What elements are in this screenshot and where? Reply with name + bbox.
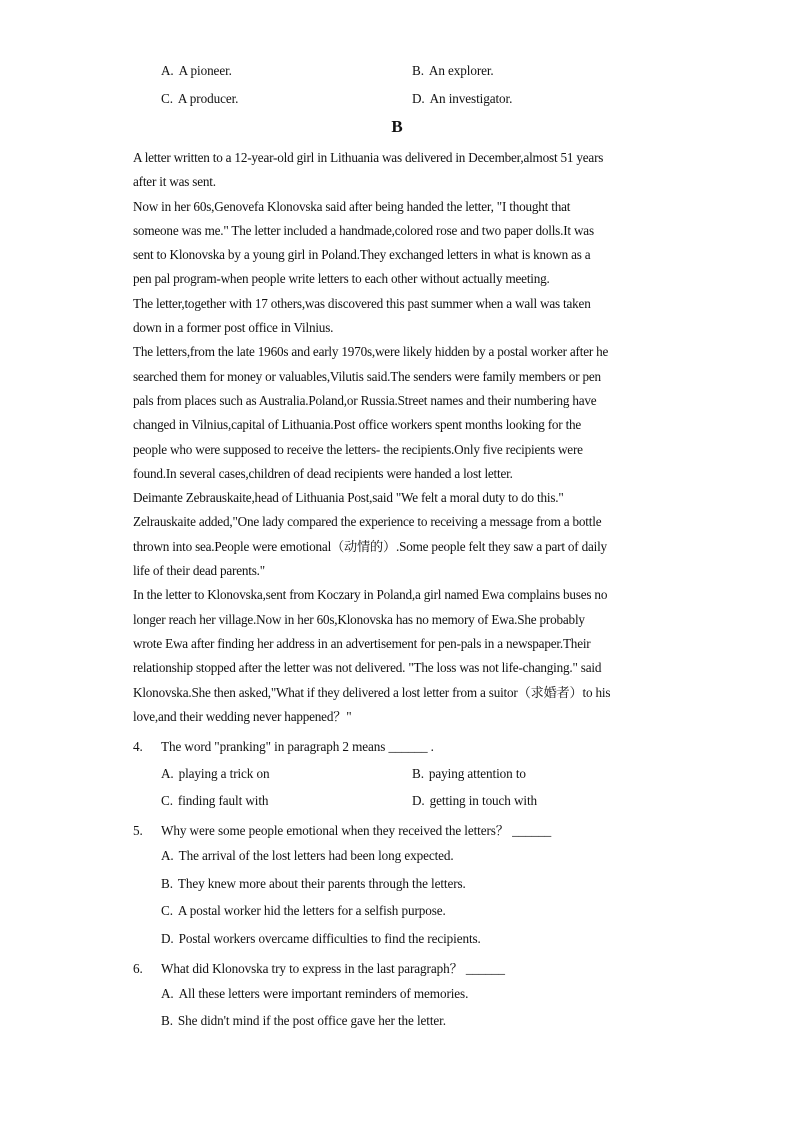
passage-line: thrown into sea.People were emotional（动情的）.Some people felt they saw a part of daily: [133, 538, 607, 554]
option-text: They knew more about their parents through the letters.: [177, 876, 466, 891]
option-text: A postal worker hid the letters for a selfish purpose.: [177, 903, 446, 918]
option-letter: C.: [161, 903, 173, 918]
q4-option-a: [161, 766, 269, 782]
reading-passage: [133, 146, 663, 729]
option-letter: C.: [161, 793, 173, 808]
q4-option-c: [161, 793, 268, 809]
option-text: A producer.: [177, 91, 239, 106]
option-text: getting in touch with: [429, 793, 538, 808]
q6-option-a: [161, 986, 468, 1002]
q6-option-b: [161, 1013, 446, 1029]
passage-line: people who were supposed to receive the letters- the recipients.Only five recipients were: [133, 441, 583, 457]
passage-line: A letter written to a 12-year-old girl in Lithuania was delivered in December,almost 51 years: [133, 150, 604, 165]
passage-line: down in a former post office in Vilnius.: [133, 320, 334, 336]
question-5: [133, 820, 551, 839]
q5-option-c: [161, 903, 446, 919]
question-number: 4.: [133, 739, 143, 754]
passage-line: The letters,from the late 1960s and early 1970s,were likely hidden by a postal worker after he: [133, 344, 609, 360]
q5-option-a: [161, 848, 454, 864]
question-text: Why were some people emotional when they received the letters？ ______: [161, 823, 552, 838]
passage-line: Zelrauskaite added,"One lady compared the experience to receiving a message from a bottle: [133, 514, 602, 530]
question-6: [133, 958, 505, 977]
passage-line: Klonovska.She then asked,"What if they delivered a lost letter from a suitor（求婚者）to his: [133, 684, 611, 700]
option-text: She didn't mind if the post office gave her the letter.: [177, 1013, 446, 1028]
passage-line: sent to Klonovska by a young girl in Poland.They exchanged letters in what is known as a: [133, 247, 591, 263]
prev-option-a: [161, 63, 232, 79]
question-number: 6.: [133, 961, 143, 976]
passage-line: searched them for money or valuables,Vilutis said.The senders were family members or pen: [133, 368, 601, 384]
option-letter: A.: [161, 766, 174, 781]
question-text: What did Klonovska try to express in the last paragraph？ ______: [161, 961, 505, 976]
option-letter: D.: [412, 793, 425, 808]
passage-line: Deimante Zebrauskaite,head of Lithuania Post,said "We felt a moral duty to do this.": [133, 490, 564, 506]
prev-option-c: [161, 91, 238, 107]
option-text: An explorer.: [428, 63, 494, 78]
option-text: paying attention to: [428, 766, 526, 781]
passage-line: after it was sent.: [133, 174, 216, 190]
option-text: Postal workers overcame difficulties to find the recipients.: [178, 931, 481, 946]
option-letter: A.: [161, 63, 174, 78]
option-letter: B.: [161, 1013, 173, 1028]
option-text: playing a trick on: [178, 766, 270, 781]
option-letter: A.: [161, 848, 174, 863]
option-letter: B.: [161, 876, 173, 891]
passage-line: pals from places such as Australia.Poland,or Russia.Street names and their numbering have: [133, 392, 597, 408]
option-text: A pioneer.: [178, 63, 232, 78]
option-letter: D.: [412, 91, 425, 106]
question-4: [133, 739, 434, 755]
option-letter: B.: [412, 766, 424, 781]
passage-line: In the letter to Klonovska,sent from Koczary in Poland,a girl named Ewa complains buses no: [133, 587, 608, 603]
option-letter: A.: [161, 986, 174, 1001]
passage-line: found.In several cases,children of dead recipients were handed a lost letter.: [133, 465, 513, 481]
passage-line: pen pal program-when people write letters to each other without actually meeting.: [133, 271, 550, 287]
passage-line: relationship stopped after the letter was not delivered. "The loss was not life-changing." said: [133, 660, 602, 676]
passage-line: changed in Vilnius,capital of Lithuania.Post office workers spent months looking for the: [133, 417, 582, 433]
passage-line: longer reach her village.Now in her 60s,Klonovska has no memory of Ewa.She probably: [133, 611, 585, 627]
option-text: All these letters were important reminders of memories.: [178, 986, 469, 1001]
question-number: 5.: [133, 823, 143, 838]
passage-line: The letter,together with 17 others,was discovered this past summer when a wall was taken: [133, 295, 591, 311]
q4-option-b: [412, 766, 526, 782]
option-letter: D.: [161, 931, 174, 946]
option-letter: C.: [161, 91, 173, 106]
option-letter: B.: [412, 63, 424, 78]
q4-option-d: [412, 793, 537, 809]
option-text: An investigator.: [429, 91, 513, 106]
section-heading: B: [391, 117, 403, 136]
passage-line: Now in her 60s,Genovefa Klonovska said after being handed the letter, "I thought that: [133, 198, 571, 214]
q5-option-d: [161, 931, 481, 947]
question-text: The word "pranking" in paragraph 2 means ______ .: [161, 739, 434, 754]
q5-option-b: [161, 876, 466, 892]
passage-line: life of their dead parents.": [133, 563, 265, 579]
option-text: The arrival of the lost letters had been long expected.: [178, 848, 454, 863]
option-text: finding fault with: [177, 793, 269, 808]
prev-option-b: [412, 63, 494, 79]
passage-line: wrote Ewa after finding her address in an advertisement for pen-pals in a newspaper.Their: [133, 635, 591, 651]
passage-line: someone was me." The letter included a handmade,colored rose and two paper dolls.It was: [133, 222, 594, 238]
passage-line: love,and their wedding never happened？": [133, 708, 352, 724]
prev-option-d: [412, 91, 512, 107]
